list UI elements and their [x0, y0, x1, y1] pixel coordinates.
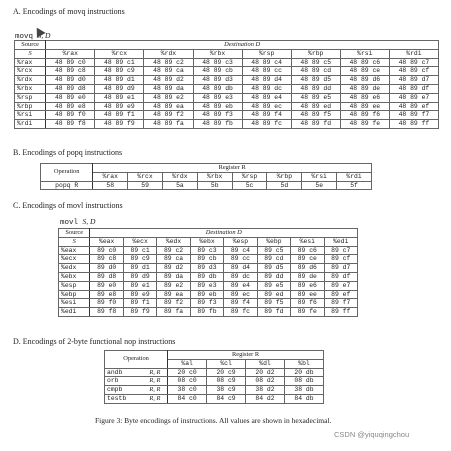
- row-header: %rbx: [15, 84, 46, 93]
- table-cell: 20 db: [285, 368, 324, 377]
- row-header: %rax: [15, 58, 46, 67]
- table-cell: 89 e5: [257, 281, 290, 290]
- row-header: %ebx: [59, 272, 90, 281]
- table-row: [59, 246, 358, 255]
- table-cell: 89 ce: [291, 255, 324, 264]
- table-row: [59, 281, 358, 290]
- table-cell: 48 89 e4: [242, 93, 291, 102]
- table-cell: 08 db: [285, 377, 324, 386]
- table-cell: 89 f8: [90, 308, 123, 317]
- table-cell: 89 e6: [291, 281, 324, 290]
- column-header: %rsi: [302, 172, 337, 181]
- movq-table-body: [15, 58, 439, 128]
- table-cell: 48 89 c5: [291, 58, 340, 67]
- table-row: [59, 290, 358, 299]
- row-header: %rsi: [15, 111, 46, 120]
- table-cell: 89 f9: [123, 308, 156, 317]
- table-cell: 48 89 d2: [144, 76, 193, 85]
- table-cell: 89 da: [157, 272, 190, 281]
- section-a-title: A. Encodings of movq instructions: [13, 7, 125, 16]
- section-c-title: C. Encodings of movl instructions: [13, 201, 123, 210]
- row-header: %edx: [59, 264, 90, 273]
- table-cell: 38 c0: [168, 386, 207, 395]
- table-cell: 48 89 dc: [242, 84, 291, 93]
- register-header: Register R: [168, 351, 324, 360]
- table-cell: 5f: [337, 181, 372, 190]
- table-cell: 48 89 e1: [95, 93, 144, 102]
- table-cell: 48 89 f0: [46, 111, 95, 120]
- table-cell: 89 c6: [291, 246, 324, 255]
- table-cell: 89 dd: [257, 272, 290, 281]
- table-cell: 58: [93, 181, 128, 190]
- table-cell: 48 89 df: [389, 84, 438, 93]
- table-cell: 89 d9: [123, 272, 156, 281]
- column-header: %esi: [291, 237, 324, 246]
- table-cell: 48 89 ff: [389, 120, 438, 129]
- table-cell: 89 d6: [291, 264, 324, 273]
- table-cell: 89 ff: [324, 308, 357, 317]
- table-cell: 48 89 e8: [46, 102, 95, 111]
- section-a-instruction: movq S, D: [15, 31, 51, 41]
- table-cell: 20 d2: [246, 368, 285, 377]
- table-cell: 89 d0: [90, 264, 123, 273]
- table-cell: 48 89 f9: [95, 120, 144, 129]
- table-cell: 89 fa: [157, 308, 190, 317]
- row-header: %ebp: [59, 290, 90, 299]
- table-cell: 48 89 e6: [340, 93, 389, 102]
- table-cell: 08 c0: [168, 377, 207, 386]
- table-cell: 89 f7: [324, 299, 357, 308]
- table-cell: 89 e8: [90, 290, 123, 299]
- movq-encoding-table: [14, 40, 439, 129]
- table-cell: 48 89 db: [193, 84, 242, 93]
- table-cell: 89 c7: [324, 246, 357, 255]
- nop-encoding-table: [104, 350, 324, 404]
- table-cell: 89 ef: [324, 290, 357, 299]
- table-cell: 89 c3: [190, 246, 223, 255]
- table-cell: 48 89 ef: [389, 102, 438, 111]
- table-cell: 48 89 e5: [291, 93, 340, 102]
- column-header: %rbx: [193, 49, 242, 58]
- table-row: [15, 76, 439, 85]
- table-cell: 5d: [267, 181, 302, 190]
- table-cell: 89 d8: [90, 272, 123, 281]
- popq-encoding-table: [40, 163, 372, 190]
- table-cell: 48 89 d7: [389, 76, 438, 85]
- table-cell: 48 89 c6: [340, 58, 389, 67]
- table-cell: 38 db: [285, 386, 324, 395]
- row-header: %rsp: [15, 93, 46, 102]
- table-cell: 89 df: [324, 272, 357, 281]
- table-row: [59, 264, 358, 273]
- watermark: CSDN @yiquqingchou: [334, 430, 410, 439]
- source-header: Source: [59, 229, 90, 238]
- destination-header: Destination D: [46, 41, 439, 50]
- row-header: %esi: [59, 299, 90, 308]
- table-cell: 89 f6: [291, 299, 324, 308]
- table-cell: 89 db: [190, 272, 223, 281]
- table-cell: 89 e7: [324, 281, 357, 290]
- row-header: popq R: [41, 181, 93, 190]
- table-cell: 48 89 cf: [389, 67, 438, 76]
- table-cell: 89 c9: [123, 255, 156, 264]
- table-cell: 48 89 d9: [95, 84, 144, 93]
- table-row: [15, 120, 439, 129]
- table-cell: 89 f3: [190, 299, 223, 308]
- operation-operands: R, R: [143, 386, 168, 395]
- section-b-title: B. Encodings of popq instructions: [13, 148, 123, 157]
- table-cell: 48 89 d0: [46, 76, 95, 85]
- row-header: %rcx: [15, 67, 46, 76]
- table-cell: 48 89 e0: [46, 93, 95, 102]
- table-cell: 89 ed: [257, 290, 290, 299]
- table-row: [15, 102, 439, 111]
- table-cell: 89 cf: [324, 255, 357, 264]
- table-cell: 48 89 f5: [291, 111, 340, 120]
- table-cell: 89 f2: [157, 299, 190, 308]
- table-cell: 89 ee: [291, 290, 324, 299]
- table-cell: 48 89 c3: [193, 58, 242, 67]
- table-row: [59, 272, 358, 281]
- table-cell: 89 ec: [224, 290, 257, 299]
- table-cell: 89 e0: [90, 281, 123, 290]
- table-cell: 48 89 d4: [242, 76, 291, 85]
- table-row: [105, 377, 324, 386]
- table-cell: 48 89 fd: [291, 120, 340, 129]
- table-cell: 89 c4: [224, 246, 257, 255]
- table-cell: 89 d7: [324, 264, 357, 273]
- table-cell: 89 ca: [157, 255, 190, 264]
- operation-header: Operation: [41, 164, 93, 182]
- table-cell: 89 d4: [224, 264, 257, 273]
- table-cell: 84 db: [285, 394, 324, 403]
- table-cell: 48 89 e2: [144, 93, 193, 102]
- table-cell: 89 f1: [123, 299, 156, 308]
- column-header: %ebp: [257, 237, 290, 246]
- table-cell: 48 89 c4: [242, 58, 291, 67]
- source-symbol: S: [59, 237, 90, 246]
- table-cell: 48 89 ca: [144, 67, 193, 76]
- column-header: %rbp: [291, 49, 340, 58]
- column-header: %rbp: [267, 172, 302, 181]
- table-cell: 48 89 d6: [340, 76, 389, 85]
- column-header: %bl: [285, 359, 324, 368]
- table-cell: 48 89 c8: [46, 67, 95, 76]
- table-row: [105, 394, 324, 403]
- table-cell: 84 c9: [207, 394, 246, 403]
- column-header: %rcx: [128, 172, 163, 181]
- section-c-instruction: movl S, D: [60, 217, 96, 227]
- operation-operands: R, R: [143, 394, 168, 403]
- table-cell: 5c: [232, 181, 267, 190]
- table-cell: 48 89 ee: [340, 102, 389, 111]
- table-row: [15, 67, 439, 76]
- table-cell: 89 e3: [190, 281, 223, 290]
- table-row: [105, 386, 324, 395]
- table-cell: 48 89 e3: [193, 93, 242, 102]
- row-header: %rbp: [15, 102, 46, 111]
- table-cell: 48 89 ea: [144, 102, 193, 111]
- table-cell: 89 d3: [190, 264, 223, 273]
- table-row: [59, 255, 358, 264]
- table-cell: 89 d2: [157, 264, 190, 273]
- table-cell: 89 e9: [123, 290, 156, 299]
- column-header: %rax: [93, 172, 128, 181]
- table-cell: 08 d2: [246, 377, 285, 386]
- table-cell: 20 c9: [207, 368, 246, 377]
- table-cell: 89 eb: [190, 290, 223, 299]
- column-header: %rax: [46, 49, 95, 58]
- table-cell: 48 89 fe: [340, 120, 389, 129]
- table-cell: 89 c2: [157, 246, 190, 255]
- row-header: %rdx: [15, 76, 46, 85]
- table-cell: 48 89 c0: [46, 58, 95, 67]
- table-cell: 89 ea: [157, 290, 190, 299]
- column-header: %rsp: [232, 172, 267, 181]
- table-cell: 48 89 cd: [291, 67, 340, 76]
- column-header: %rdi: [389, 49, 438, 58]
- movl-encoding-table: [58, 228, 358, 317]
- table-cell: 48 89 c2: [144, 58, 193, 67]
- source-symbol: S: [15, 49, 46, 58]
- table-cell: 89 de: [291, 272, 324, 281]
- table-cell: 48 89 e7: [389, 93, 438, 102]
- column-header: %rbx: [197, 172, 232, 181]
- table-cell: 48 89 f6: [340, 111, 389, 120]
- column-header: %rdi: [337, 172, 372, 181]
- table-cell: 48 89 fc: [242, 120, 291, 129]
- table-cell: 48 89 da: [144, 84, 193, 93]
- register-header: Register R: [93, 164, 372, 173]
- table-cell: 48 89 c9: [95, 67, 144, 76]
- table-cell: 48 89 ed: [291, 102, 340, 111]
- table-cell: 89 d5: [257, 264, 290, 273]
- table-cell: 89 c5: [257, 246, 290, 255]
- table-cell: 89 dc: [224, 272, 257, 281]
- table-row: [59, 299, 358, 308]
- table-cell: 20 c0: [168, 368, 207, 377]
- column-header: %rdx: [162, 172, 197, 181]
- table-cell: 08 c9: [207, 377, 246, 386]
- column-header: %ecx: [123, 237, 156, 246]
- table-cell: 48 89 de: [340, 84, 389, 93]
- table-cell: 89 cc: [224, 255, 257, 264]
- movl-table-body: [59, 246, 358, 316]
- column-header: %rsp: [242, 49, 291, 58]
- table-cell: 48 89 c7: [389, 58, 438, 67]
- table-cell: 84 d2: [246, 394, 285, 403]
- table-cell: 48 89 d1: [95, 76, 144, 85]
- table-row: [15, 84, 439, 93]
- figure-caption: Figure 3: Byte encodings of instructions. All values are shown in hexadecimal.: [95, 416, 332, 425]
- table-cell: 89 e1: [123, 281, 156, 290]
- column-header: %rdx: [144, 49, 193, 58]
- table-cell: 5e: [302, 181, 337, 190]
- source-header: Source: [15, 41, 46, 50]
- table-cell: 89 f5: [257, 299, 290, 308]
- section-d-title: D. Encodings of 2-byte functional nop instructions: [13, 337, 176, 346]
- column-header: %ebx: [190, 237, 223, 246]
- column-header: %edi: [324, 237, 357, 246]
- operation-operands: R, R: [143, 368, 168, 377]
- table-cell: 84 c0: [168, 394, 207, 403]
- table-cell: 5b: [197, 181, 232, 190]
- table-cell: 48 89 cc: [242, 67, 291, 76]
- table-cell: 89 e2: [157, 281, 190, 290]
- table-cell: 89 f0: [90, 299, 123, 308]
- table-cell: 89 cb: [190, 255, 223, 264]
- table-cell: 89 f4: [224, 299, 257, 308]
- table-cell: 38 d2: [246, 386, 285, 395]
- table-cell: 48 89 f1: [95, 111, 144, 120]
- operation-mnemonic: cmpb: [105, 386, 143, 395]
- table-cell: 48 89 f7: [389, 111, 438, 120]
- table-cell: 48 89 d8: [46, 84, 95, 93]
- table-cell: 89 fb: [190, 308, 223, 317]
- column-header: %eax: [90, 237, 123, 246]
- column-header: %rsi: [340, 49, 389, 58]
- table-row: [59, 308, 358, 317]
- table-cell: 48 89 ce: [340, 67, 389, 76]
- table-row: [15, 111, 439, 120]
- column-header: %cl: [207, 359, 246, 368]
- column-header: %al: [168, 359, 207, 368]
- table-cell: 48 89 dd: [291, 84, 340, 93]
- table-cell: 48 89 f2: [144, 111, 193, 120]
- table-cell: 89 c8: [90, 255, 123, 264]
- row-header: %esp: [59, 281, 90, 290]
- table-row: [105, 368, 324, 377]
- table-cell: 89 d1: [123, 264, 156, 273]
- table-cell: 89 c1: [123, 246, 156, 255]
- operation-mnemonic: andb: [105, 368, 143, 377]
- operation-mnemonic: orb: [105, 377, 143, 386]
- table-cell: 48 89 d5: [291, 76, 340, 85]
- nop-table-body: [105, 368, 324, 403]
- table-cell: 5a: [162, 181, 197, 190]
- table-row: [15, 93, 439, 102]
- row-header: %edi: [59, 308, 90, 317]
- row-header: %rdi: [15, 120, 46, 129]
- column-header: %rcx: [95, 49, 144, 58]
- table-cell: 48 89 fb: [193, 120, 242, 129]
- table-cell: 48 89 c1: [95, 58, 144, 67]
- destination-header: Destination D: [90, 229, 358, 238]
- table-cell: 89 cd: [257, 255, 290, 264]
- table-cell: 48 89 f4: [242, 111, 291, 120]
- column-header: %esp: [224, 237, 257, 246]
- operation-mnemonic: testb: [105, 394, 143, 403]
- table-cell: 89 fd: [257, 308, 290, 317]
- table-cell: 48 89 fa: [144, 120, 193, 129]
- table-cell: 48 89 f3: [193, 111, 242, 120]
- table-cell: 89 c0: [90, 246, 123, 255]
- operation-header: Operation: [105, 351, 168, 369]
- row-header: %eax: [59, 246, 90, 255]
- table-cell: 89 fe: [291, 308, 324, 317]
- table-row: [15, 58, 439, 67]
- table-cell: 48 89 e9: [95, 102, 144, 111]
- table-cell: 48 89 d3: [193, 76, 242, 85]
- table-cell: 48 89 f8: [46, 120, 95, 129]
- table-cell: 48 89 eb: [193, 102, 242, 111]
- table-cell: 38 c9: [207, 386, 246, 395]
- operation-operands: R, R: [143, 377, 168, 386]
- table-cell: 89 fc: [224, 308, 257, 317]
- column-header: %edx: [157, 237, 190, 246]
- table-cell: 59: [128, 181, 163, 190]
- column-header: %dl: [246, 359, 285, 368]
- row-header: %ecx: [59, 255, 90, 264]
- table-cell: 48 89 cb: [193, 67, 242, 76]
- table-cell: 89 e4: [224, 281, 257, 290]
- table-cell: 48 89 ec: [242, 102, 291, 111]
